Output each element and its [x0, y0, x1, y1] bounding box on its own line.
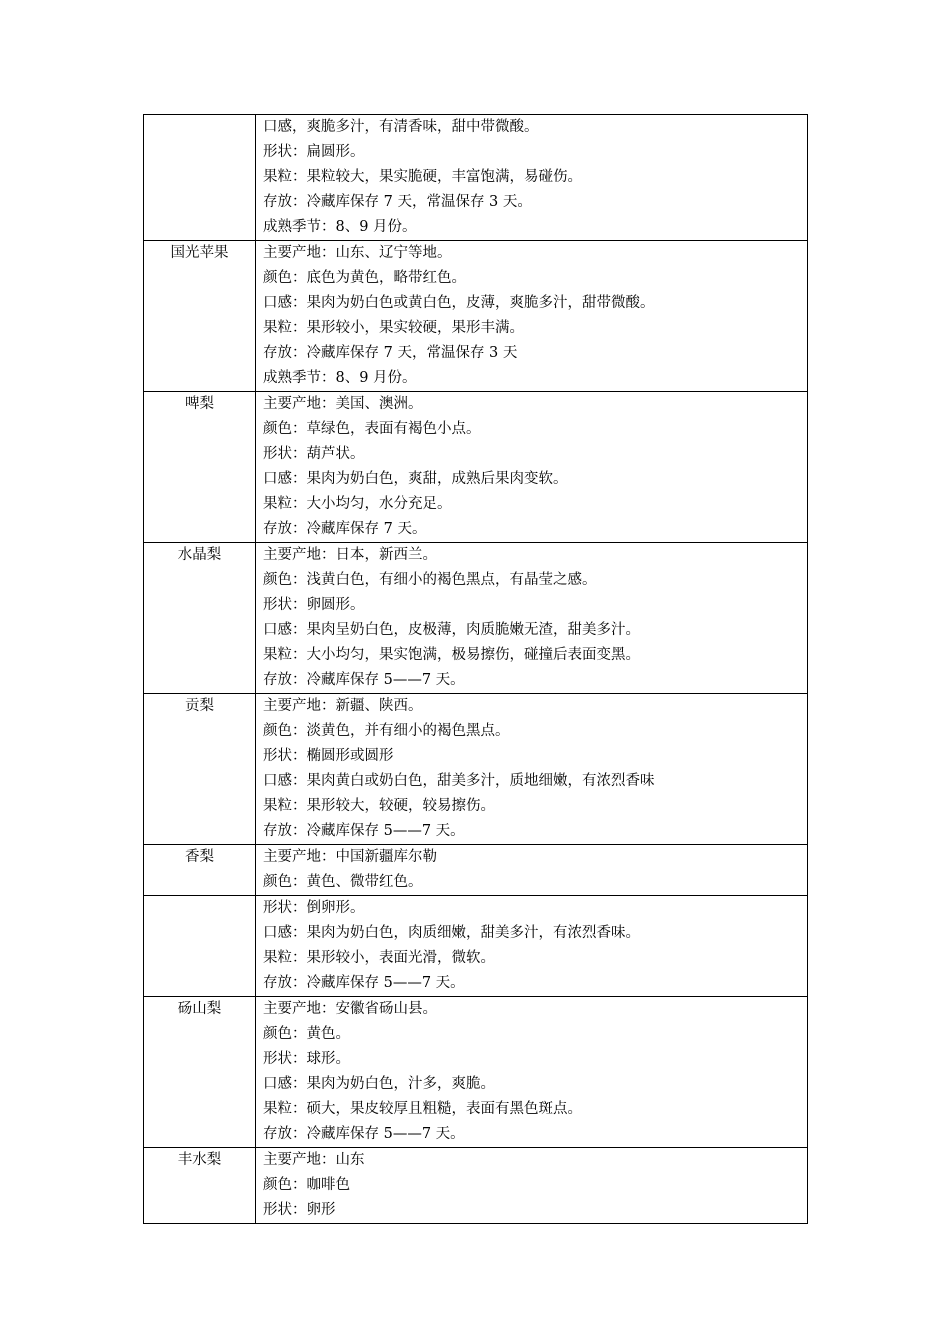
description-line: 存放：冷藏库保存 5——7 天。 [263, 1126, 465, 1142]
fruit-description-cell [256, 543, 808, 694]
description-line: 口感：果肉为奶白色，爽甜，成熟后果肉变软。 [263, 471, 568, 487]
fruit-info-table-body [144, 115, 808, 1224]
description-line: 颜色：黄色。 [263, 1026, 350, 1042]
description-line: 果粒：果形较小，表面光滑，微软。 [263, 950, 495, 966]
description-line: 颜色：底色为黄色，略带红色。 [263, 270, 466, 286]
fruit-name-cell [144, 543, 256, 694]
fruit-description-cell [256, 115, 808, 241]
table-row [144, 543, 808, 694]
description-line: 口感：果肉呈奶白色，皮极薄，肉质脆嫩无渣，甜美多汁。 [263, 622, 640, 638]
description-line: 存放：冷藏库保存 5——7 天。 [263, 975, 465, 991]
description-line: 存放：冷藏库保存 7 天，常温保存 3 天。 [263, 194, 532, 210]
description-line: 形状：球形。 [263, 1051, 350, 1067]
table-row [144, 997, 808, 1148]
fruit-name [144, 115, 255, 140]
description-line: 存放：冷藏库保存 5——7 天。 [263, 823, 465, 839]
table-row [144, 845, 808, 896]
fruit-name: 砀山梨 [177, 1001, 222, 1017]
description-line: 存放：冷藏库保存 7 天。 [263, 521, 427, 537]
description-line: 果粒：硕大，果皮较厚且粗糙，表面有黑色斑点。 [263, 1101, 582, 1117]
description-line: 主要产地：新疆、陕西。 [263, 698, 423, 714]
description-line: 主要产地：山东 [263, 1152, 365, 1168]
table-row [144, 694, 808, 845]
description-line: 口感：果肉为奶白色，汁多，爽脆。 [263, 1076, 495, 1092]
description-line: 存放：冷藏库保存 7 天，常温保存 3 天 [263, 345, 518, 361]
description-line: 形状：扁圆形。 [263, 144, 365, 160]
fruit-name-cell [144, 115, 256, 241]
description-line: 果粒：果形较小，果实较硬，果形丰满。 [263, 320, 524, 336]
description-line: 口感：果肉为奶白色，肉质细嫩，甜美多汁，有浓烈香味。 [263, 925, 640, 941]
table-row [144, 896, 808, 997]
fruit-name-cell [144, 997, 256, 1148]
description-line: 颜色：咖啡色 [263, 1177, 350, 1193]
fruit-name: 水晶梨 [177, 547, 222, 563]
description-line: 成熟季节：8、9 月份。 [263, 370, 417, 386]
description-line: 成熟季节：8、9 月份。 [263, 219, 417, 235]
description-line: 主要产地：美国、澳洲。 [263, 396, 423, 412]
fruit-description-cell [256, 845, 808, 896]
fruit-description-cell [256, 241, 808, 392]
fruit-description-cell [256, 997, 808, 1148]
description-line: 口感：果肉为奶白色或黄白色，皮薄，爽脆多汁，甜带微酸。 [263, 295, 655, 311]
description-line: 形状：卵形 [263, 1202, 336, 1218]
fruit-name-cell [144, 241, 256, 392]
fruit-name-cell [144, 896, 256, 997]
description-line: 存放：冷藏库保存 5——7 天。 [263, 672, 465, 688]
table-row [144, 392, 808, 543]
description-line: 果粒：大小均匀，水分充足。 [263, 496, 452, 512]
fruit-name: 贡梨 [185, 698, 214, 714]
fruit-info-table [143, 114, 808, 1224]
description-line: 果粒：大小均匀，果实饱满，极易擦伤，碰撞后表面变黑。 [263, 647, 640, 663]
table-row [144, 1148, 808, 1224]
table-row [144, 241, 808, 392]
fruit-name-cell [144, 694, 256, 845]
fruit-description-cell [256, 392, 808, 543]
fruit-name-cell [144, 392, 256, 543]
description-line: 形状：倒卵形。 [263, 900, 365, 916]
description-line: 主要产地：中国新疆库尔勒 [263, 849, 437, 865]
table-row [144, 115, 808, 241]
description-line: 颜色：草绿色，表面有褐色小点。 [263, 421, 481, 437]
description-line: 颜色：黄色、微带红色。 [263, 874, 423, 890]
description-line: 主要产地：山东、辽宁等地。 [263, 245, 452, 261]
fruit-description-cell [256, 1148, 808, 1224]
description-line: 形状：椭圆形或圆形 [263, 748, 394, 764]
fruit-name: 国光苹果 [170, 245, 229, 261]
description-line: 颜色：淡黄色，并有细小的褐色黑点。 [263, 723, 510, 739]
fruit-name: 丰水梨 [177, 1152, 222, 1168]
description-line: 果粒：果粒较大，果实脆硬，丰富饱满，易碰伤。 [263, 169, 582, 185]
description-line: 果粒：果形较大，较硬，较易擦伤。 [263, 798, 495, 814]
fruit-name-cell [144, 845, 256, 896]
description-line: 形状：葫芦状。 [263, 446, 365, 462]
description-line: 主要产地：安徽省砀山县。 [263, 1001, 437, 1017]
description-line: 形状：卵圆形。 [263, 597, 365, 613]
description-line: 口感，爽脆多汁，有清香味，甜中带微酸。 [263, 119, 539, 135]
fruit-name: 啤梨 [185, 396, 214, 412]
fruit-name [144, 896, 255, 921]
description-line: 主要产地：日本，新西兰。 [263, 547, 437, 563]
description-line: 颜色：浅黄白色，有细小的褐色黑点，有晶莹之感。 [263, 572, 597, 588]
fruit-description-cell [256, 694, 808, 845]
fruit-name: 香梨 [185, 849, 214, 865]
fruit-name-cell [144, 1148, 256, 1224]
description-line: 口感：果肉黄白或奶白色，甜美多汁，质地细嫩，有浓烈香味 [263, 773, 655, 789]
fruit-description-cell [256, 896, 808, 997]
